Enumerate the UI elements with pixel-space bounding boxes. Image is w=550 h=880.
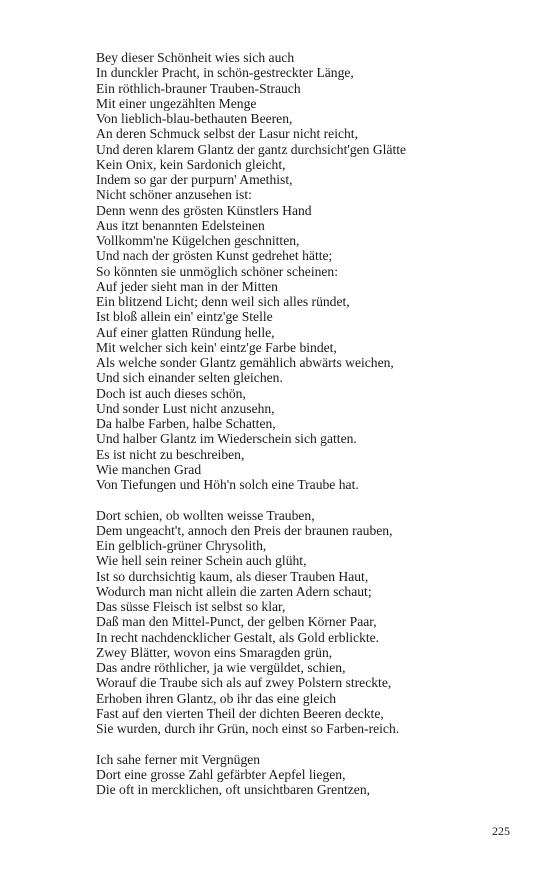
poem-line: Auf einer glatten Ründung helle,	[96, 324, 275, 340]
poem-line: Das süsse Fleisch ist selbst so klar,	[96, 599, 286, 615]
poem-line: Vollkomm'ne Kügelchen geschnitten,	[96, 233, 300, 248]
poem-line: An deren Schmuck selbst der Lasur nicht reicht,	[96, 126, 358, 142]
poem-line: So könnten sie unmöglich schöner scheinen:	[96, 263, 338, 279]
poem-line: Sie wurden, durch ihr Grün, noch einst so Farben-reich.	[96, 721, 400, 737]
poem-line: Die oft in mercklichen, oft unsichtbaren Grentzen,	[96, 782, 371, 798]
stanza	[96, 508, 526, 737]
poem-text	[96, 50, 526, 797]
poem-line: In dunckler Pracht, in schön-gestreckter Länge,	[96, 65, 354, 81]
poem-line: Und sich einander selten gleichen.	[96, 370, 283, 386]
poem-line: Denn wenn des grösten Künstlers Hand	[96, 202, 312, 218]
poem-line: Wie hell sein reiner Schein auch glüht,	[96, 553, 307, 569]
poem-line: Und sonder Lust nicht anzusehn,	[96, 400, 275, 416]
poem-line: Ich sahe ferner mit Vergnügen	[96, 751, 261, 767]
poem-line: Da halbe Farben, halbe Schatten,	[96, 416, 276, 431]
poem-line: Daß man den Mittel-Punct, der gelben Körner Paar,	[96, 614, 377, 630]
poem-line: Von lieblich-blau-bethauten Beeren,	[96, 111, 293, 126]
poem-line: Dort schien, ob wollten weisse Trauben,	[96, 507, 315, 523]
poem-line: Wie manchen Grad	[96, 461, 202, 477]
poem-line: Auf jeder sieht man in der Mitten	[96, 278, 278, 294]
poem-line: Dort eine grosse Zahl gefärbter Aepfel liegen,	[96, 766, 346, 782]
poem-line: Ist so durchsichtig kaum, als dieser Trauben Haut,	[96, 568, 369, 584]
poem-line: Bey dieser Schönheit wies sich auch	[96, 50, 295, 65]
poem-line: Mit welcher sich kein' eintz'ge Farbe bindet,	[96, 339, 337, 355]
poem-line: Doch ist auch dieses schön,	[96, 385, 246, 401]
poem-line: Ein röthlich-brauner Trauben-Strauch	[96, 80, 301, 96]
poem-line: Erhoben ihren Glantz, ob ihr das eine gleich	[96, 690, 337, 706]
poem-line: Und nach der grösten Kunst gedrehet hätte;	[96, 248, 333, 264]
stanza	[96, 50, 526, 492]
poem-line: Das andre röthlicher, ja wie vergüldet, schien,	[96, 660, 346, 676]
poem-line: Als welche sonder Glantz gemählich abwärts weichen,	[96, 355, 394, 370]
poem-line: Mit einer ungezählten Menge	[96, 95, 257, 111]
poem-line: Zwey Blätter, wovon eins Smaragden grün,	[96, 644, 333, 660]
poem-line: Ein blitzend Licht; denn weil sich alles ründet,	[96, 294, 350, 309]
poem-line: Worauf die Traube sich als auf zwey Polstern streckte,	[96, 675, 392, 691]
poem-line: Von Tiefungen und Höh'n solch eine Traube hat.	[96, 477, 359, 492]
stanza	[96, 752, 526, 798]
poem-line: Ist bloß allein ein' eintz'ge Stelle	[96, 309, 273, 325]
poem-line: Wodurch man nicht allein die zarten Adern schaut;	[96, 583, 372, 599]
page-number: 225	[492, 824, 510, 838]
poem-line: Nicht schöner anzusehen ist:	[96, 187, 252, 203]
poem-line: Fast auf den vierten Theil der dichten Beeren deckte,	[96, 705, 384, 721]
poem-line: Indem so gar der purpurn' Amethist,	[96, 172, 293, 187]
poem-line: Dem ungeacht't, annoch den Preis der braunen rauben,	[96, 522, 393, 538]
poem-line: Aus itzt benannten Edelsteinen	[96, 217, 265, 233]
poem-line: Ein gelblich-grüner Chrysolith,	[96, 538, 267, 554]
poem-line: Es ist nicht zu beschreiben,	[96, 446, 245, 462]
poem-line: Und deren klarem Glantz der gantz durchsicht'gen Glätte	[96, 141, 407, 157]
poem-line: Und halber Glantz im Wiederschein sich gatten.	[96, 431, 357, 447]
poem-line: Kein Onix, kein Sardonich gleicht,	[96, 156, 286, 172]
poem-line: In recht nachdencklicher Gestalt, als Gold erblickte.	[96, 629, 380, 645]
